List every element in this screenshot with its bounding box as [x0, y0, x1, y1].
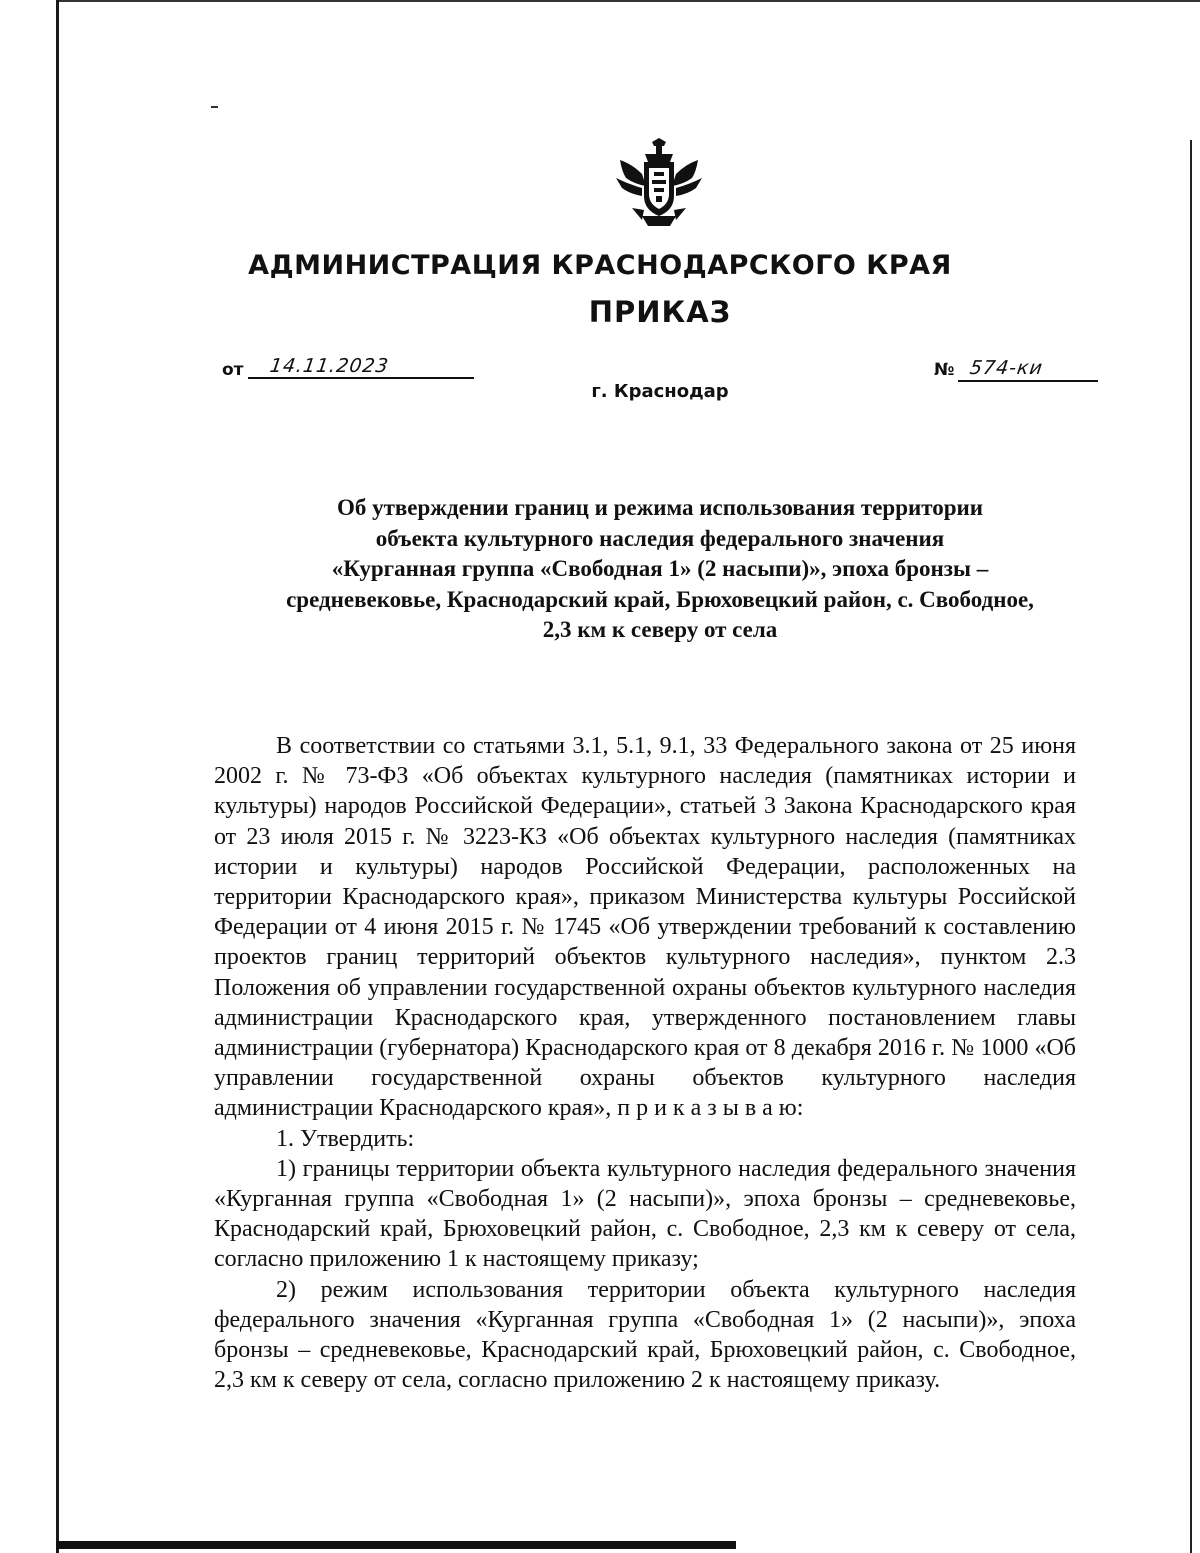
order-item-1: 1. Утвердить:	[276, 1125, 415, 1152]
handwritten-date: 14.11.2023	[268, 355, 391, 377]
date-label: от	[222, 360, 244, 380]
number-label: №	[934, 360, 955, 380]
scan-mark	[211, 106, 218, 108]
document-title	[200, 493, 1120, 646]
document-type: ПРИКАЗ	[588, 295, 732, 329]
scan-border-left	[56, 0, 59, 1553]
scan-border-right	[1190, 140, 1192, 1553]
preamble-paragraph: В соответствии со статьями 3.1, 5.1, 9.1, 33 Федерального закона от 25 июня 2002 г. № 73-ФЗ «Об объектах культурного наследия (памятниках истории и культуры) народов Российской Федерации», статьей 3 Закона Краснодарского края от 23 июля 2015 г. № 3223-КЗ «Об объектах культурного наследия (памятниках истории и культуры) народов Российской Федерации, расположенных на территории Краснодарского края», приказом Министерства культуры Российской Федерации от 4 июня 2015 г. № 1745 «Об утверждении требований к составлению проектов границ территорий объектов культурного наследия», пунктом 2.3 Положения об управлении государственной охраны объектов культурного наследия администрации Краснодарского края, утвержденного постановлением главы администрации (губернатора) Краснодарского края от 8 декабря 2016 г. № 1000 «Об управлении государственной охраны объектов культурного наследия администрации Краснодарского края», п р и к а з ы в а ю:	[214, 733, 1076, 1122]
title-line: 2,3 км к северу от села	[542, 617, 778, 642]
document-body	[214, 731, 1076, 1395]
title-line: Об утверждении границ и режима использования территории	[336, 495, 984, 520]
order-item-1-1: 1) границы территории объекта культурного наследия федерального значения «Курганная группа «Свободная 1» (2 насыпи)», эпоха бронзы – средневековье, Краснодарский край, Брюховецкий район, с. Свободное, 2,3 км к северу от села, согласно приложению 1 к настоящему приказу;	[214, 1155, 1076, 1273]
scan-bottom-bar	[56, 1541, 736, 1549]
coat-of-arms-icon	[612, 138, 706, 230]
scan-border-top	[56, 0, 1200, 2]
date-underline	[248, 377, 474, 379]
order-item-1-2: 2) режим использования территории объекта культурного наследия федерального значения «Курганная группа «Свободная 1» (2 насыпи)», эпоха бронзы – средневековье, Краснодарский край, Брюховецкий район, с. Свободное, 2,3 км к северу от села, согласно приложению 2 к настоящему приказу.	[214, 1276, 1076, 1394]
city: г. Краснодар	[591, 381, 729, 402]
handwritten-number: 574-ки	[968, 357, 1045, 379]
title-line: средневековье, Краснодарский край, Брюховецкий район, с. Свободное,	[286, 586, 1034, 612]
organization-name: АДМИНИСТРАЦИЯ КРАСНОДАРСКОГО КРАЯ	[248, 250, 952, 281]
title-line: объекта культурного наследия федерального значения	[375, 525, 945, 551]
title-line: «Курганная группа «Свободная 1» (2 насыпи)», эпоха бронзы –	[331, 556, 989, 581]
